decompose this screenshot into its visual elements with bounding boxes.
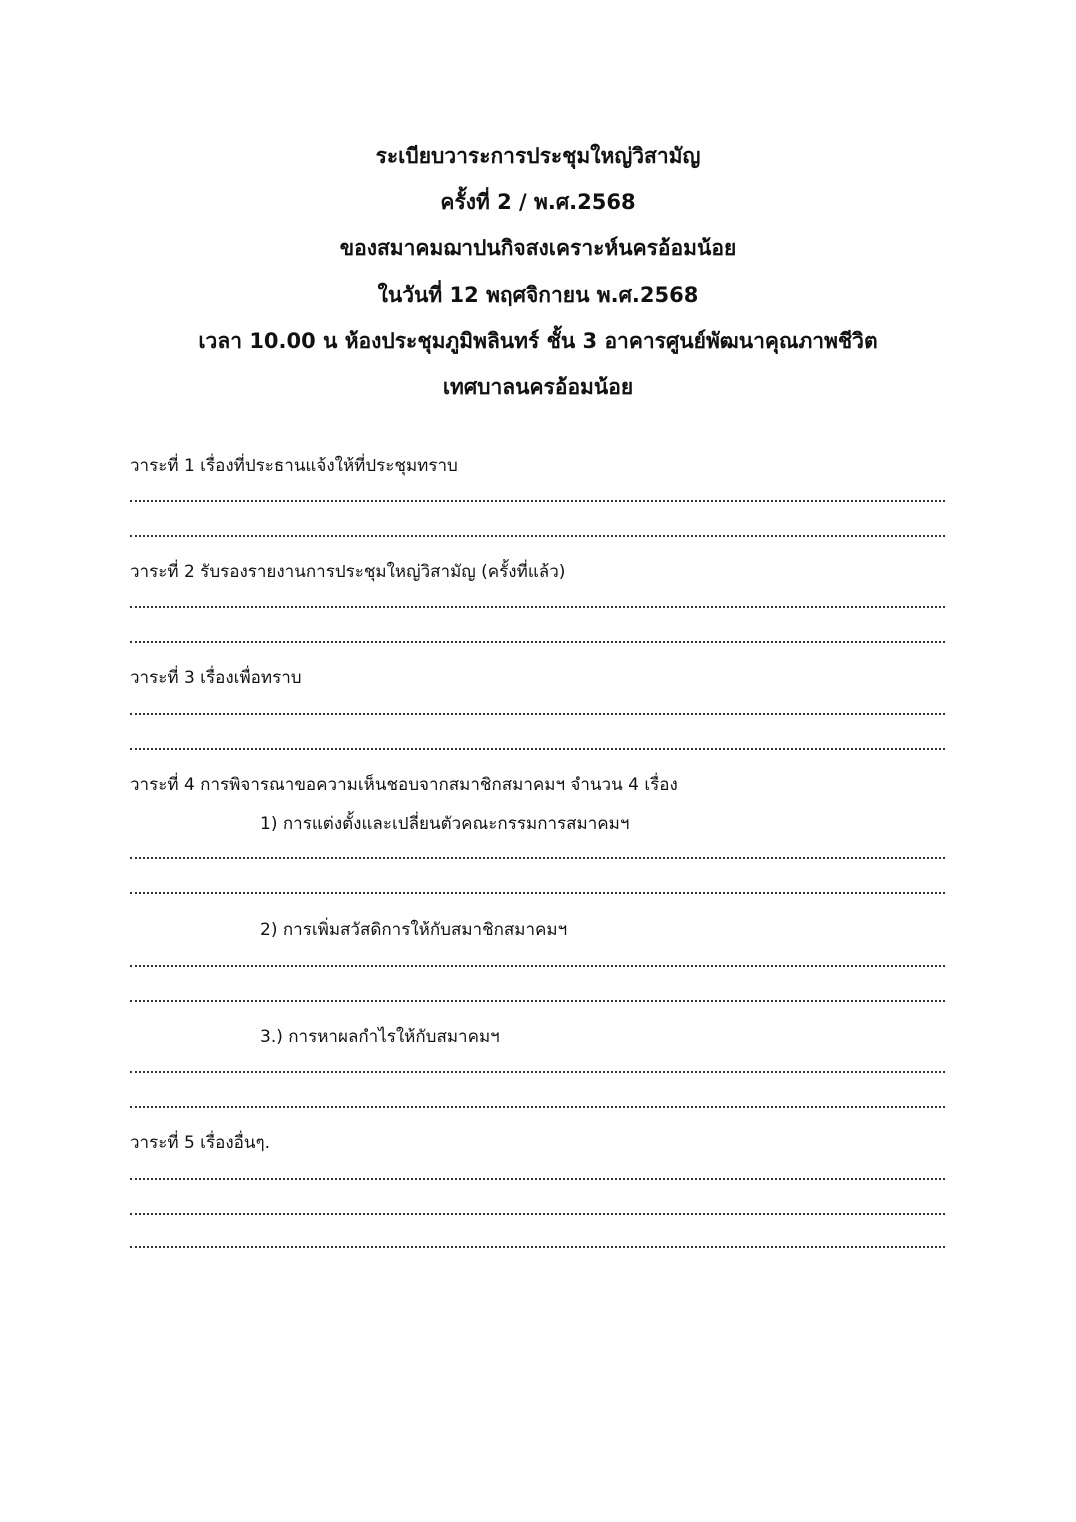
fill-line [130,1246,945,1248]
meeting-date: ในวันที่ 12 พฤศจิกายน พ.ศ.2568 [377,283,699,307]
agenda-item-4-sub-3: 3.) การหาผลกำไรให้กับสมาคมฯ [260,1027,500,1047]
fill-line [130,1000,945,1002]
fill-line [130,606,945,608]
agenda-title: ระเบียบวาระการประชุมใหญ่วิสามัญ [375,144,701,168]
fill-line [130,1178,945,1180]
agenda-item-4-sub-1: 1) การแต่งตั้งและเปลี่ยนตัวคณะกรรมการสมาคมฯ [260,814,630,834]
fill-line [130,641,945,643]
fill-line [130,857,945,859]
agenda-item-3: วาระที่ 3 เรื่องเพื่อทราบ [130,668,302,688]
agenda-item-4-sub-2: 2) การเพิ่มสวัสดิการให้กับสมาชิกสมาคมฯ [260,920,568,940]
fill-line [130,1213,945,1215]
fill-line [130,748,945,750]
agenda-item-2: วาระที่ 2 รับรองรายงานการประชุมใหญ่วิสามัญ (ครั้งที่แล้ว) [130,562,566,582]
meeting-time-venue: เวลา 10.00 น ห้องประชุมภูมิพลินทร์ ชั้น 3 อาคารศูนย์พัฒนาคุณภาพชีวิต [198,329,878,353]
municipality-name: เทศบาลนครอ้อมน้อย [442,375,634,399]
agenda-item-1: วาระที่ 1 เรื่องที่ประธานแจ้งให้ที่ประชุมทราบ [130,456,458,476]
fill-line [130,535,945,537]
agenda-item-5: วาระที่ 5 เรื่องอื่นๆ. [130,1133,271,1153]
agenda-item-4: วาระที่ 4 การพิจารณาขอความเห็นชอบจากสมาชิกสมาคมฯ จำนวน 4 เรื่อง [130,775,678,795]
fill-line [130,965,945,967]
fill-line [130,892,945,894]
association-name: ของสมาคมฌาปนกิจสงเคราะห์นครอ้อมน้อย [339,236,737,260]
fill-line [130,500,945,502]
fill-line [130,713,945,715]
fill-line [130,1106,945,1108]
meeting-number: ครั้งที่ 2 / พ.ศ.2568 [440,190,636,214]
fill-line [130,1071,945,1073]
